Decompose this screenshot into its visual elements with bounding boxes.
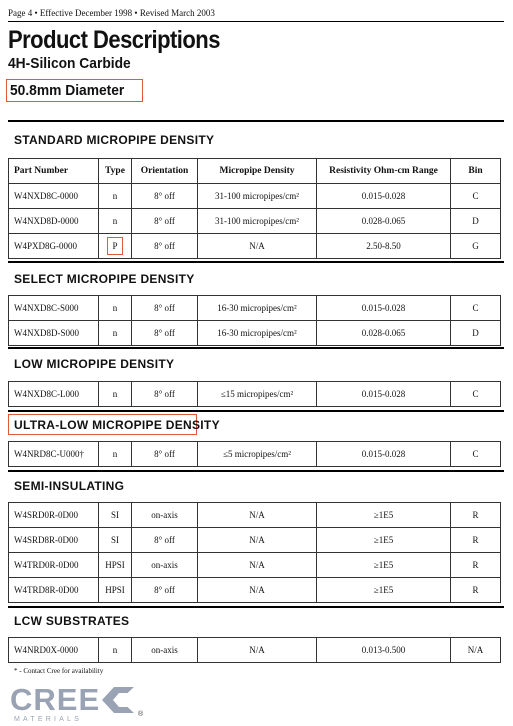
cell-orientation: 8° off	[132, 528, 198, 553]
table-row	[9, 553, 501, 578]
chevron-logo-icon	[102, 687, 134, 713]
cell-bin: C	[451, 442, 501, 467]
table-row	[9, 528, 501, 553]
cell-resistivity: 0.028-0.065	[317, 209, 451, 234]
section-rule	[8, 261, 504, 263]
table-row	[9, 442, 501, 467]
cell-orientation: 8° off	[132, 382, 198, 407]
section-rule	[8, 120, 504, 122]
registered-mark: ®	[138, 711, 144, 718]
cell-part-number: W4NXD8C-L000	[9, 382, 99, 407]
cell-orientation: 8° off	[132, 442, 198, 467]
section-rule	[8, 470, 504, 472]
table-row	[9, 234, 501, 259]
logo-name: CREE	[10, 683, 101, 717]
table-row	[9, 321, 501, 346]
table-lcw	[8, 637, 501, 663]
col-header-type: Type	[99, 159, 132, 184]
cell-type: SI	[99, 528, 132, 553]
cell-resistivity: ≥1E5	[317, 503, 451, 528]
cell-orientation: on-axis	[132, 638, 198, 663]
section-title-ultra-low: ULTRA-LOW MICROPIPE DENSITY	[14, 418, 220, 432]
cell-part-number: W4NRD8C-U000†	[9, 442, 99, 467]
diameter-label: 50.8mm Diameter	[6, 79, 143, 102]
cell-type: n	[99, 382, 132, 407]
page-info: Page 4 • Effective December 1998 • Revised March 2003	[8, 8, 215, 18]
cell-micropipe-density: N/A	[198, 553, 317, 578]
col-header-micropipe-density: Micropipe Density	[198, 159, 317, 184]
cell-part-number: W4SRD0R-0D00	[9, 503, 99, 528]
logo-tagline: MATERIALS	[14, 716, 82, 723]
cell-part-number: W4TRD0R-0D00	[9, 553, 99, 578]
cell-orientation: 8° off	[132, 234, 198, 259]
cell-orientation: 8° off	[132, 321, 198, 346]
cell-part-number: W4NXD8D-S000	[9, 321, 99, 346]
table-low	[8, 381, 501, 407]
section-title-low: LOW MICROPIPE DENSITY	[14, 357, 175, 371]
cell-micropipe-density: 31-100 micropipes/cm²	[198, 184, 317, 209]
cell-micropipe-density: ≤15 micropipes/cm²	[198, 382, 317, 407]
cell-part-number: W4NRD0X-0000	[9, 638, 99, 663]
page-title: Product Descriptions	[8, 26, 220, 54]
col-header-resistivity: Resistivity Ohm-cm Range	[317, 159, 451, 184]
cell-micropipe-density: 16-30 micropipes/cm²	[198, 296, 317, 321]
section-rule	[8, 347, 504, 349]
highlighted-type: P	[107, 237, 123, 255]
cell-part-number: W4NXD8C-0000	[9, 184, 99, 209]
col-header-bin: Bin	[451, 159, 501, 184]
cell-bin: R	[451, 528, 501, 553]
cell-part-number: W4NXD8D-0000	[9, 209, 99, 234]
cell-resistivity: ≥1E5	[317, 528, 451, 553]
cell-orientation: 8° off	[132, 296, 198, 321]
cell-bin: N/A	[451, 638, 501, 663]
table-row	[9, 382, 501, 407]
cell-orientation: 8° off	[132, 209, 198, 234]
cell-bin: D	[451, 321, 501, 346]
cell-type	[99, 234, 132, 259]
cell-resistivity: ≥1E5	[317, 553, 451, 578]
table-row	[9, 578, 501, 603]
cell-resistivity: 0.013-0.500	[317, 638, 451, 663]
table-semi-insulating	[8, 502, 501, 603]
cell-resistivity: ≥1E5	[317, 578, 451, 603]
cell-bin: C	[451, 184, 501, 209]
cell-resistivity: 0.028-0.065	[317, 321, 451, 346]
cell-bin: C	[451, 382, 501, 407]
page-subtitle: 4H-Silicon Carbide	[8, 55, 131, 72]
cell-micropipe-density: 31-100 micropipes/cm²	[198, 209, 317, 234]
table-standard	[8, 158, 501, 259]
table-row	[9, 209, 501, 234]
cell-orientation: 8° off	[132, 184, 198, 209]
cell-micropipe-density: N/A	[198, 638, 317, 663]
cell-type: n	[99, 321, 132, 346]
section-title-lcw: LCW SUBSTRATES	[14, 614, 130, 628]
cell-orientation: on-axis	[132, 553, 198, 578]
table-row	[9, 638, 501, 663]
section-title-select: SELECT MICROPIPE DENSITY	[14, 272, 195, 286]
cell-resistivity: 2.50-8.50	[317, 234, 451, 259]
cell-resistivity: 0.015-0.028	[317, 184, 451, 209]
cell-bin: R	[451, 578, 501, 603]
cell-bin: C	[451, 296, 501, 321]
header-rule	[8, 21, 504, 22]
cell-part-number: W4SRD8R-0D00	[9, 528, 99, 553]
cell-type: n	[99, 638, 132, 663]
cree-logo	[10, 683, 150, 723]
cell-micropipe-density: N/A	[198, 234, 317, 259]
cell-type: SI	[99, 503, 132, 528]
section-title-standard: STANDARD MICROPIPE DENSITY	[14, 133, 215, 147]
cell-micropipe-density: 16-30 micropipes/cm²	[198, 321, 317, 346]
table-row	[9, 296, 501, 321]
cell-type: n	[99, 296, 132, 321]
cell-micropipe-density: ≤5 micropipes/cm²	[198, 442, 317, 467]
section-rule	[8, 410, 504, 412]
cell-resistivity: 0.015-0.028	[317, 442, 451, 467]
cell-micropipe-density: N/A	[198, 528, 317, 553]
table-row	[9, 184, 501, 209]
cell-micropipe-density: N/A	[198, 578, 317, 603]
cell-part-number: W4TRD8R-0D00	[9, 578, 99, 603]
section-rule	[8, 606, 504, 608]
col-header-part-number: Part Number	[9, 159, 99, 184]
table-row	[9, 503, 501, 528]
cell-micropipe-density: N/A	[198, 503, 317, 528]
col-header-orientation: Orientation	[132, 159, 198, 184]
footnote: * - Contact Cree for availability	[14, 667, 104, 675]
cell-type: HPSI	[99, 553, 132, 578]
cell-orientation: on-axis	[132, 503, 198, 528]
cell-type: n	[99, 184, 132, 209]
cell-part-number: W4NXD8C-S000	[9, 296, 99, 321]
table-ultra-low	[8, 441, 501, 467]
cell-bin: G	[451, 234, 501, 259]
cell-bin: R	[451, 503, 501, 528]
cell-bin: R	[451, 553, 501, 578]
cell-type: HPSI	[99, 578, 132, 603]
cell-type: n	[99, 209, 132, 234]
cell-resistivity: 0.015-0.028	[317, 296, 451, 321]
cell-type: n	[99, 442, 132, 467]
section-title-semi-insulating: SEMI-INSULATING	[14, 479, 125, 493]
cell-part-number: W4PXD8G-0000	[9, 234, 99, 259]
cell-orientation: 8° off	[132, 578, 198, 603]
table-select	[8, 295, 501, 346]
cell-resistivity: 0.015-0.028	[317, 382, 451, 407]
cell-bin: D	[451, 209, 501, 234]
